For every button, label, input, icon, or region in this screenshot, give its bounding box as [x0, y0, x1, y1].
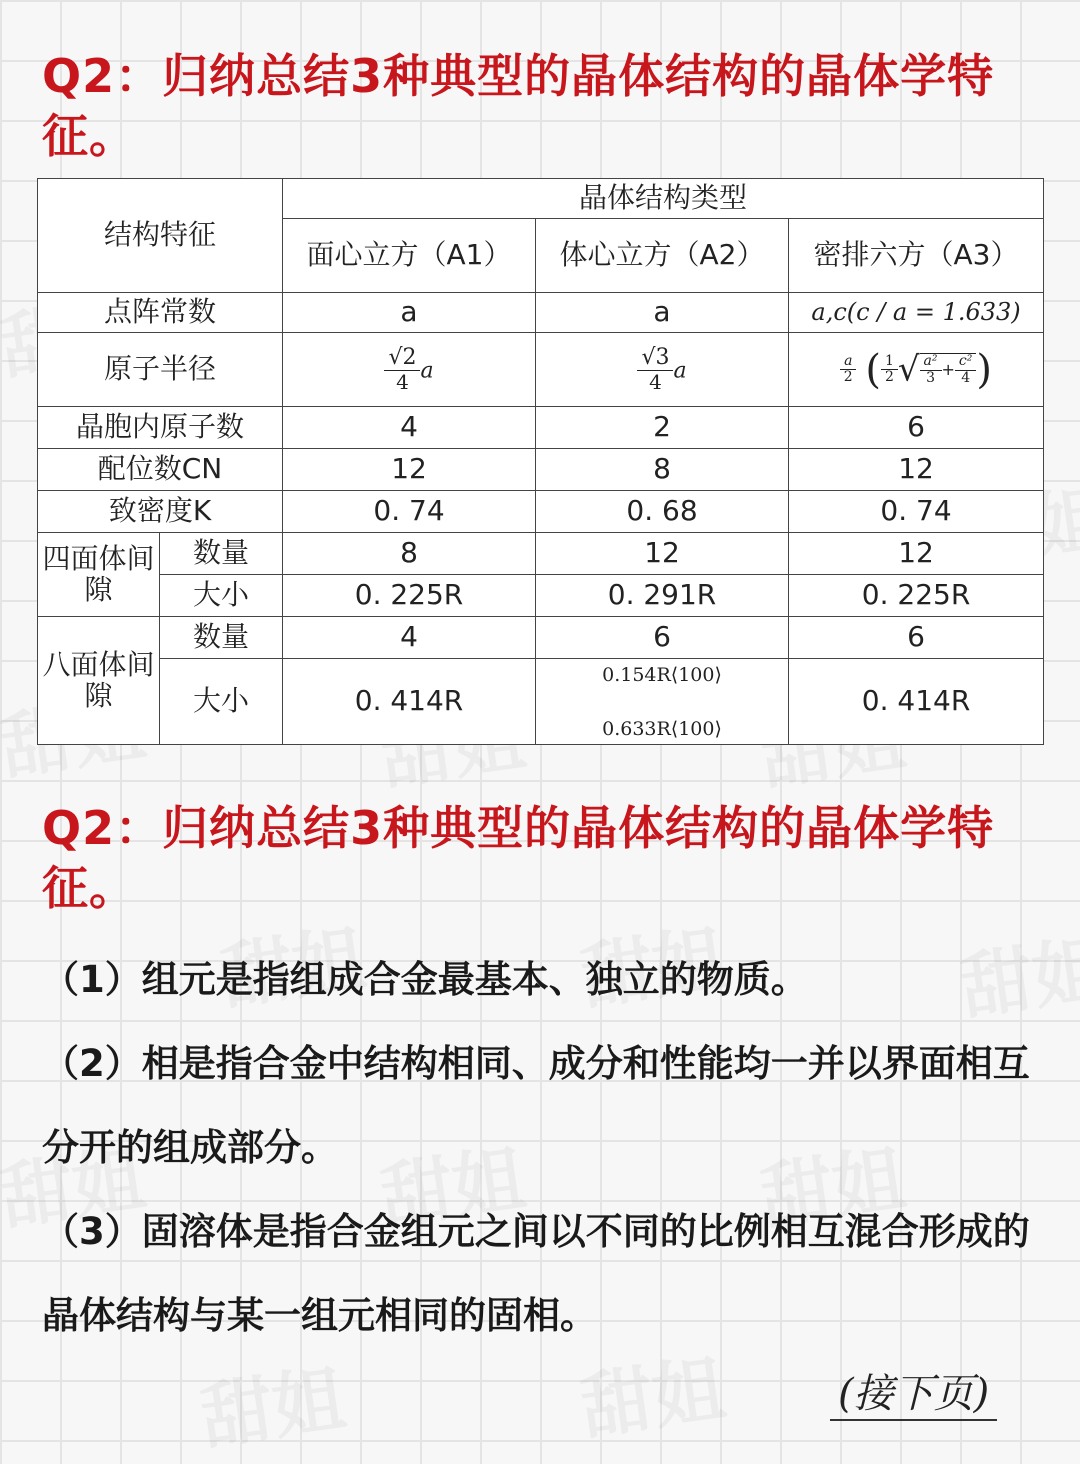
section-title: Q2：归纳总结3种典型的晶体结构的晶体学特征。 [42, 801, 995, 915]
crystal-structure-table [37, 178, 1044, 745]
cell: 0. 68 [536, 491, 789, 533]
cell: 6 [536, 617, 789, 659]
cell: 8 [283, 533, 536, 575]
cell: a [283, 293, 536, 333]
radius-formula-fcc [283, 333, 536, 407]
cell: 12 [789, 533, 1044, 575]
formula-part: 2 [843, 369, 853, 385]
feature-header: 结构特征 [38, 179, 283, 293]
continue-label: (接下页) [830, 1362, 997, 1421]
cell: 12 [536, 533, 789, 575]
cell: 2 [536, 407, 789, 449]
formula-part: + [941, 360, 955, 380]
formula-part: c² [955, 354, 976, 370]
page-title: Q2：归纳总结3种典型的晶体结构的晶体学特征。 [42, 49, 995, 163]
cell: 0. 414R [789, 659, 1044, 745]
watermark [193, 1340, 350, 1463]
row-label-cn: 配位数CN [38, 449, 283, 491]
type-header: 晶体结构类型 [283, 179, 1044, 219]
cell: 0. 225R [283, 575, 536, 617]
answer-item: （1）组元是指组成合金最基本、独立的物质。 [42, 958, 808, 1001]
answer-item: （2）相是指合金中结构相同、成分和性能均一并以界面相互分开的组成部分。 [42, 1042, 1030, 1169]
bcc-octa-size-a: 0.154R⟨100⟩ [602, 663, 722, 686]
radius-formula-hcp: $\frac{a}{2}$ ( $\frac{1}{2}$ √ $\frac{\text{a²}}{3}$ + $\frac{\text{c²}}{4}$ ) [789, 333, 1044, 407]
cell: 6 [789, 407, 1044, 449]
formula-part: 2 [884, 369, 894, 385]
cell: 12 [789, 449, 1044, 491]
group-label-octa: 八面体间隙 [38, 617, 160, 745]
column-hcp: 密排六方（A3） [789, 219, 1044, 293]
sub-label-count: 数量 [160, 533, 283, 575]
cell-bcc-octa-size [536, 659, 789, 745]
column-fcc: 面心立方（A1） [283, 219, 536, 293]
formula-part: a² [920, 354, 942, 370]
row-label-lattice: 点阵常数 [38, 293, 283, 333]
radius-formula-bcc [536, 333, 789, 407]
cell: 0. 74 [789, 491, 1044, 533]
cell: a [536, 293, 789, 333]
group-label-tetra: 四面体间隙 [38, 533, 160, 617]
row-label-radius: 原子半径 [38, 333, 283, 407]
sub-label-size: 大小 [160, 659, 283, 745]
formula-part: a [673, 358, 687, 384]
cell: 4 [283, 617, 536, 659]
cell: a,c(c / a = 1.633) [789, 293, 1044, 333]
bcc-octa-size-b: 0.633R⟨100⟩ [602, 717, 722, 740]
answer-list [42, 938, 1032, 1358]
formula-part: 4 [396, 370, 409, 395]
formula-part: 4 [649, 370, 662, 395]
formula-part: 1 [881, 354, 898, 370]
answer-item: （3）固溶体是指合金组元之间以不同的比例相互混合形成的晶体结构与某一组元相同的固相。 [42, 1210, 1030, 1337]
sub-label-size: 大小 [160, 575, 283, 617]
sub-label-count: 数量 [160, 617, 283, 659]
formula-part: 3 [926, 369, 935, 386]
cell: 0. 414R [283, 659, 536, 745]
cell: 4 [283, 407, 536, 449]
formula-part: √3 [637, 346, 673, 371]
cell: 0. 74 [283, 491, 536, 533]
formula-part: √2 [384, 346, 420, 371]
formula-part: a [840, 354, 856, 370]
column-bcc: 体心立方（A2） [536, 219, 789, 293]
cell: 8 [536, 449, 789, 491]
cell: 0. 225R [789, 575, 1044, 617]
cell: 6 [789, 617, 1044, 659]
row-label-density: 致密度K [38, 491, 283, 533]
cell: 0. 291R [536, 575, 789, 617]
formula-part: 4 [961, 369, 971, 386]
row-label-atoms: 晶胞内原子数 [38, 407, 283, 449]
cell: 12 [283, 449, 536, 491]
formula-part: a [420, 358, 434, 384]
